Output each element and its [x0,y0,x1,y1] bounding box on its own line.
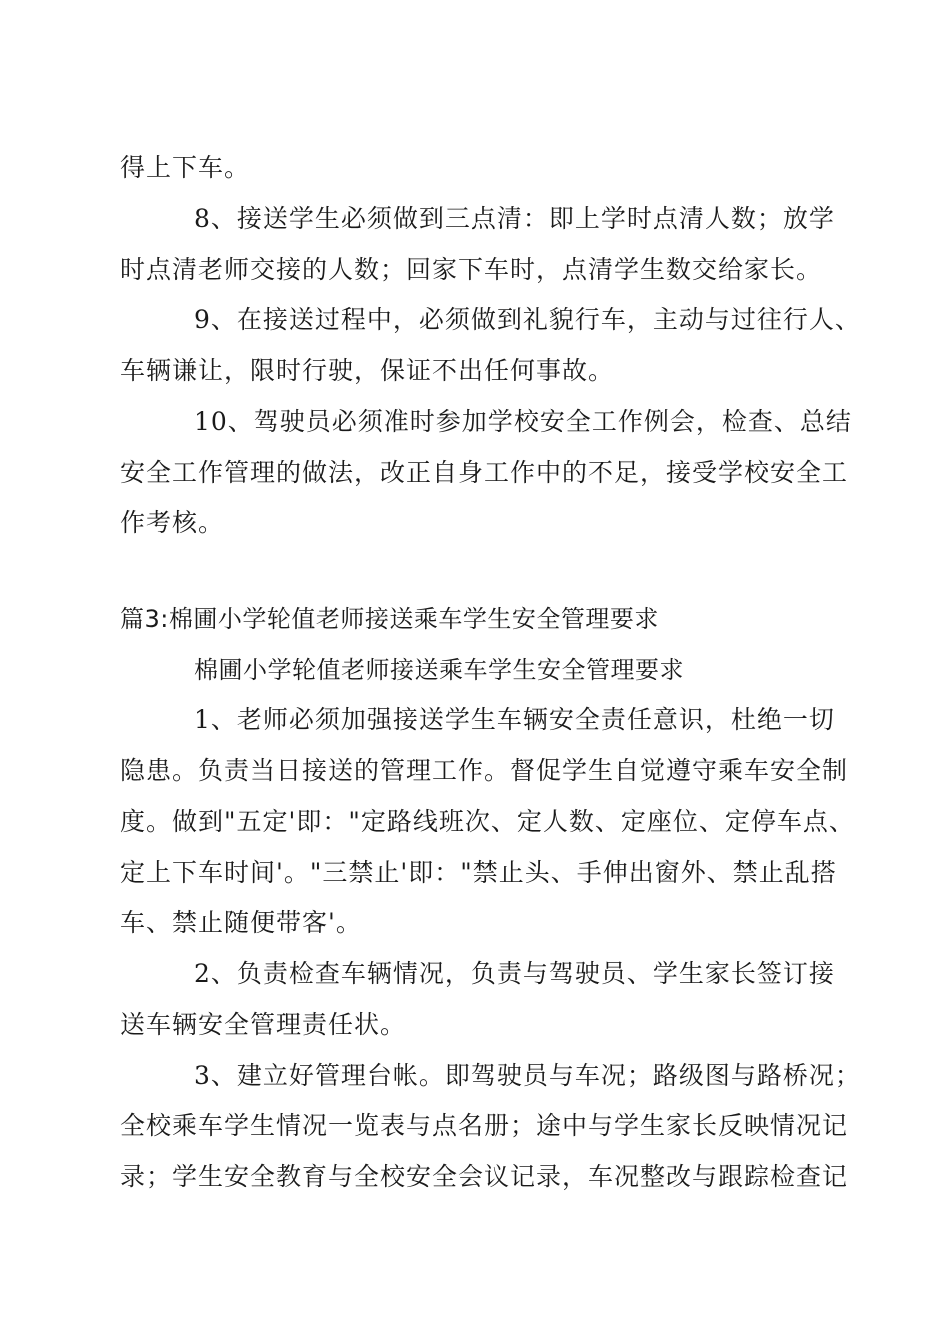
text-line-6: 10、驾驶员必须准时参加学校安全工作例会，检查、总结 [194,407,852,436]
text-line-3: 时点清老师交接的人数；回家下车时，点清学生数交给家长。 [120,255,823,284]
text-line-11: 1、老师必须加强接送学生车辆安全责任意识，杜绝一切 [194,705,835,734]
text-line-8: 作考核。 [120,508,225,537]
text-line-18: 3、建立好管理台帐。即驾驶员与车况；路级图与路桥况； [194,1061,861,1090]
text-line-15: 车、禁止随便带客'。 [120,908,362,937]
text-line-4: 9、在接送过程中，必须做到礼貌行车，主动与过往行人、 [194,305,861,334]
text-line-14: 定上下车时间'。"三禁止'即："禁止头、手伸出窗外、禁止乱搭 [120,858,837,887]
text-line-13: 度。做到"五定'即："定路线班次、定人数、定座位、定停车点、 [120,807,855,836]
text-line-17: 送车辆安全管理责任状。 [120,1010,407,1039]
section-subheading: 棉圃小学轮值老师接送乘车学生安全管理要求 [194,656,684,684]
text-line-12: 隐患。负责当日接送的管理工作。督促学生自觉遵守乘车安全制 [120,756,849,785]
text-line-16: 2、负责检查车辆情况，负责与驾驶员、学生家长签订接 [194,959,835,988]
text-line-20: 录；学生安全教育与全校安全会议记录，车况整改与跟踪检查记 [120,1162,849,1191]
text-line-7: 安全工作管理的做法，改正自身工作中的不足，接受学校安全工 [120,458,849,487]
text-line-1: 得上下车。 [120,153,251,182]
section-heading: 篇3:棉圃小学轮值老师接送乘车学生安全管理要求 [120,605,659,633]
text-line-19: 全校乘车学生情况一览表与点名册；途中与学生家长反映情况记 [120,1111,849,1140]
text-line-2: 8、接送学生必须做到三点清：即上学时点清人数；放学 [194,204,835,233]
text-line-5: 车辆谦让，限时行驶，保证不出任何事故。 [120,356,615,385]
